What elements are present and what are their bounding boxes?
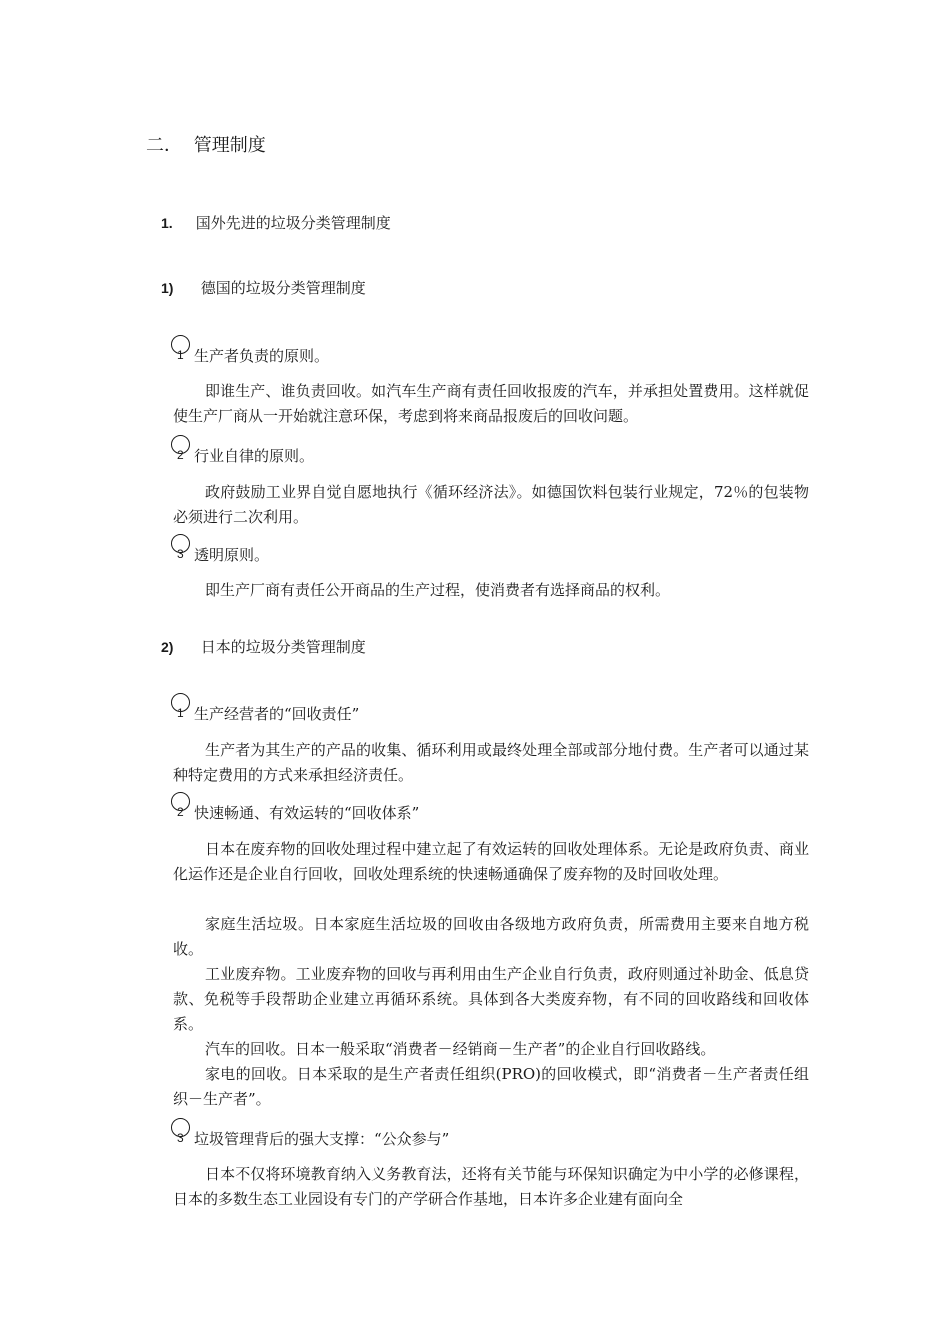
item-marker: 1 xyxy=(177,348,184,362)
item-title: 透明原则。 xyxy=(194,546,270,564)
item-title: 垃圾管理背后的强大支撑：“公众参与” xyxy=(194,1130,450,1148)
japan-item-2-paragraph-2: 家庭生活垃圾。日本家庭生活垃圾的回收由各级地方政府负责，所需费用主要来自地方税收。 xyxy=(173,915,809,958)
japan-item-3-heading xyxy=(173,1128,449,1149)
item-marker: 2 xyxy=(177,805,184,819)
item-title: 快速畅通、有效运转的“回收体系” xyxy=(194,804,420,822)
japan-item-2-paragraph-5: 家电的回收。日本采取的是生产者责任组织(PRO)的回收模式，即“消费者－生产者责任组织－生产者”。 xyxy=(173,1065,809,1108)
germany-item-2-body: 政府鼓励工业界自觉自愿地执行《循环经济法》。如德国饮料包装行业规定，72％的包装物必须进行二次利用。 xyxy=(173,483,809,526)
japan-item-2-heading xyxy=(173,802,419,823)
germany-item-1-heading xyxy=(173,345,329,366)
item-marker: 3 xyxy=(177,547,184,561)
subsection-heading xyxy=(161,212,391,233)
japan-item-2-paragraph-1: 日本在废弃物的回收处理过程中建立起了有效运转的回收处理体系。无论是政府负责、商业化运作还是企业自行回收，回收处理系统的快速畅通确保了废弃物的及时回收处理。 xyxy=(173,840,809,883)
section-number: 二． xyxy=(146,135,182,156)
item-title: 行业自律的原则。 xyxy=(194,447,315,465)
japan-heading xyxy=(161,636,366,657)
japan-title: 日本的垃圾分类管理制度 xyxy=(200,638,366,656)
item-title: 生产经营者的“回收责任” xyxy=(194,705,360,723)
germany-item-1-body: 即谁生产、谁负责回收。如汽车生产商有责任回收报废的汽车，并承担处置费用。这样就促使生产厂商从一开始就注意环保，考虑到将来商品报废后的回收问题。 xyxy=(173,382,809,425)
germany-title: 德国的垃圾分类管理制度 xyxy=(200,279,366,297)
japan-item-1-heading xyxy=(173,703,359,724)
subsection-number: 1. xyxy=(161,215,173,231)
item-title: 生产者负责的原则。 xyxy=(194,347,330,365)
japan-item-1-body: 生产者为其生产的产品的收集、循环利用或最终处理全部或部分地付费。生产者可以通过某种特定费用的方式来承担经济责任。 xyxy=(173,741,809,784)
section-title: 管理制度 xyxy=(193,135,266,156)
germany-heading xyxy=(161,277,366,298)
item-marker: 2 xyxy=(177,448,184,462)
item-marker: 3 xyxy=(177,1131,184,1145)
japan-number: 2) xyxy=(161,639,174,655)
germany-number: 1) xyxy=(161,280,174,296)
germany-item-3-body: 即生产厂商有责任公开商品的生产过程，使消费者有选择商品的权利。 xyxy=(205,581,671,599)
japan-item-2-paragraph-3: 工业废弃物。工业废弃物的回收与再利用由生产企业自行负责，政府则通过补助金、低息贷款、免税等手段帮助企业建立再循环系统。具体到各大类废弃物，有不同的回收路线和回收体系。 xyxy=(173,965,809,1033)
item-marker: 1 xyxy=(177,706,184,720)
section-heading xyxy=(146,131,266,157)
japan-item-3-body: 日本不仅将环境教育纳入义务教育法，还将有关节能与环保知识确定为中小学的必修课程，日本的多数生态工业园设有专门的产学研合作基地，日本许多企业建有面向全 xyxy=(173,1165,809,1208)
germany-item-2-heading xyxy=(173,445,314,466)
japan-item-2-paragraph-4: 汽车的回收。日本一般采取“消费者－经销商－生产者”的企业自行回收路线。 xyxy=(205,1040,716,1058)
germany-item-3-heading xyxy=(173,544,269,565)
subsection-title: 国外先进的垃圾分类管理制度 xyxy=(195,214,391,232)
